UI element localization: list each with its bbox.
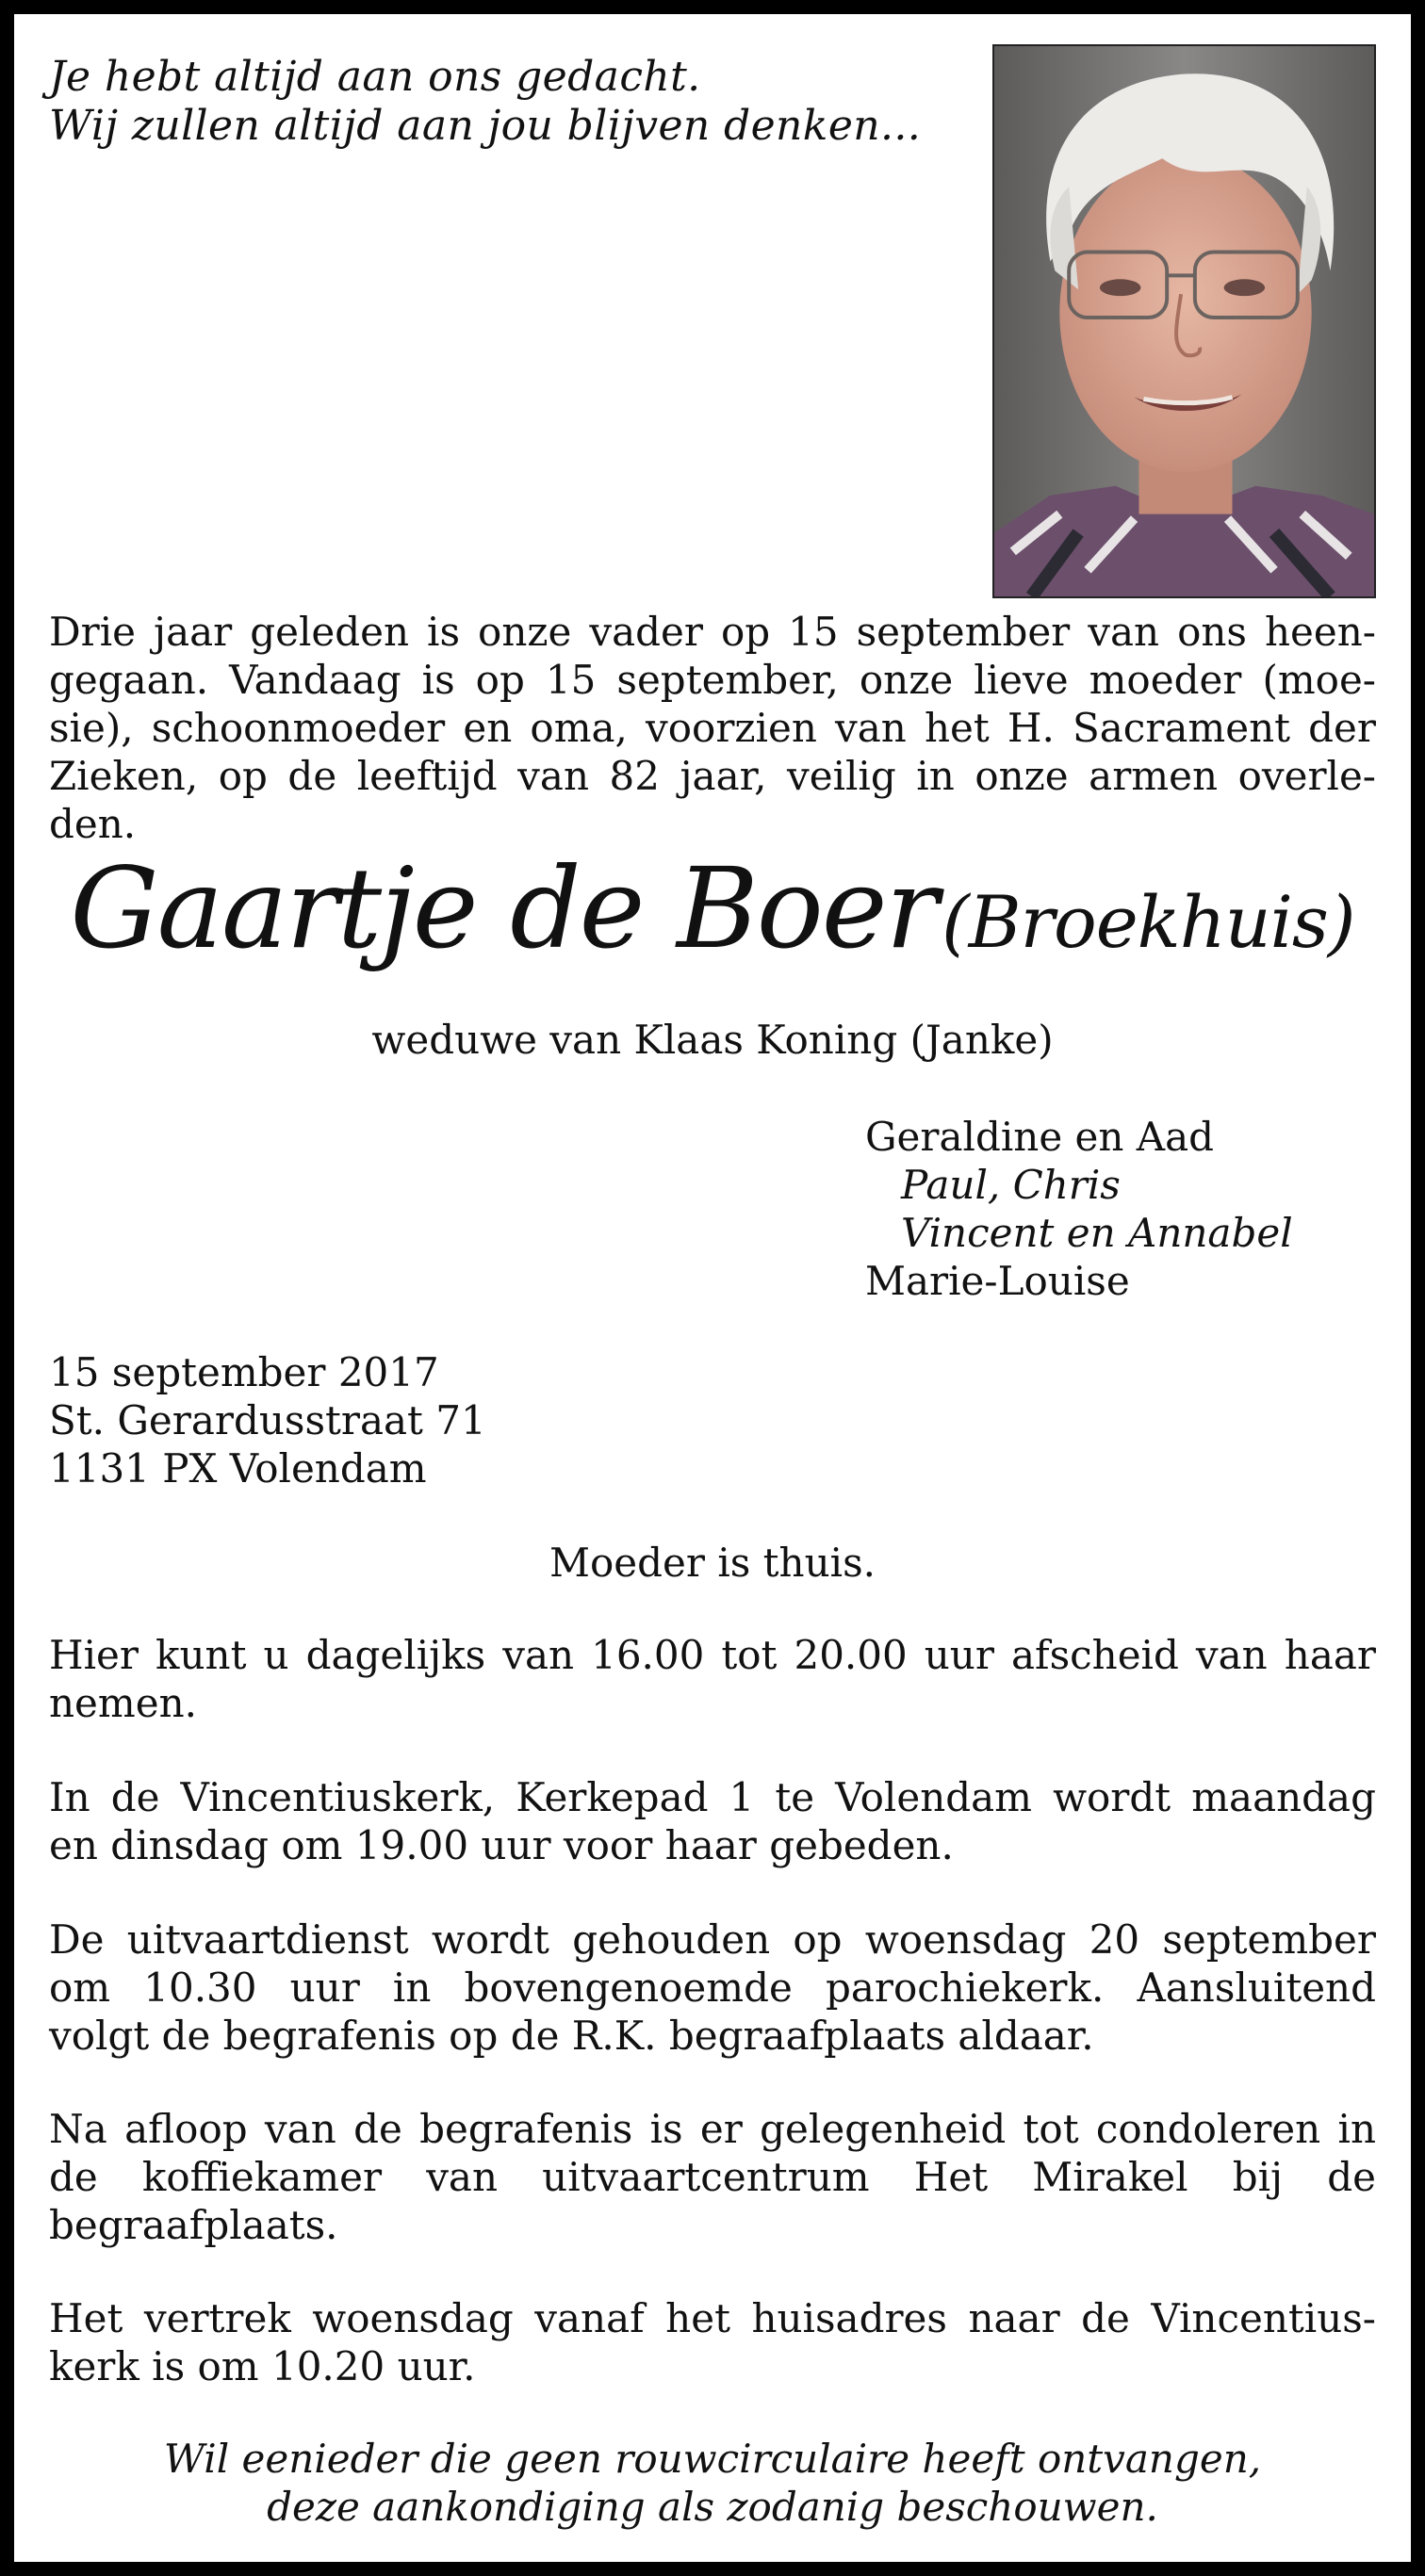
city-line: 1131 PX Volendam: [49, 1445, 427, 1492]
intro-line: Drie jaar geleden is onze vader op 15 september van ons heen-: [49, 609, 1376, 655]
family-list: [865, 1113, 1293, 1305]
paragraph-line: nemen.: [49, 1680, 197, 1726]
condolence-paragraph: [49, 2105, 1376, 2249]
paragraph-line: de koffiekamer van uitvaartcentrum Het Mirakel bij de: [49, 2154, 1376, 2200]
paragraph-line: volgt de begrafenis op de R.K. begraafplaats aldaar.: [49, 2013, 1094, 2059]
motto-line-2: Wij zullen altijd aan jou blijven denken...: [49, 102, 922, 150]
paragraph-line: begraafplaats.: [49, 2202, 338, 2248]
address-block: [49, 1348, 486, 1492]
closing-note: [0, 2435, 1425, 2531]
service-paragraph: [49, 1916, 1376, 2060]
deceased-name: [0, 843, 1425, 973]
deceased-full-name: Gaartje de Boer: [70, 843, 938, 973]
intro-line: gegaan. Vandaag is op 15 september, onze lieve moeder (moe-: [49, 657, 1376, 703]
visiting-paragraph: [49, 1631, 1376, 1727]
paragraph-line: Na afloop van de begrafenis is er gelegenheid tot condoleren in: [49, 2106, 1376, 2152]
paragraph-line: Hier kunt u dagelijks van 16.00 tot 20.00 uur afscheid van haar: [49, 1632, 1376, 1678]
intro-line: Zieken, op de leeftijd van 82 jaar, veilig in onze armen overle-: [49, 753, 1376, 799]
intro-paragraph: [49, 608, 1376, 848]
family-line: Marie-Louise: [865, 1258, 1130, 1304]
paragraph-line: Het vertrek woensdag vanaf het huisadres naar de Vincentius-: [49, 2295, 1376, 2341]
home-note: Moeder is thuis.: [549, 1540, 876, 1586]
widow-line: weduwe van Klaas Koning (Janke): [371, 1017, 1054, 1063]
portrait-photo: [992, 44, 1376, 598]
motto-line-1: Je hebt altijd aan ons gedacht.: [49, 53, 701, 101]
intro-line: sie), schoonmoeder en oma, voorzien van het H. Sacrament der: [49, 705, 1376, 751]
motto: [49, 53, 982, 151]
prayer-paragraph: [49, 1773, 1376, 1869]
date-line: 15 september 2017: [49, 1349, 439, 1395]
deceased-maiden-name: (Broekhuis): [942, 880, 1355, 964]
paragraph-line: om 10.30 uur in bovengenoemde parochiekerk. Aansluitend: [49, 1965, 1376, 2011]
paragraph-line: kerk is om 10.20 uur.: [49, 2343, 476, 2389]
paragraph-line: De uitvaartdienst wordt gehouden op woensdag 20 september: [49, 1916, 1376, 1963]
closing-line-1: Wil eenieder die geen rouwcirculaire heeft ontvangen,: [163, 2436, 1262, 2482]
portrait-illustration: [994, 46, 1374, 596]
family-line: Geraldine en Aad: [865, 1114, 1215, 1160]
intro-line: den.: [49, 801, 137, 847]
family-grandchildren: Vincent en Annabel: [901, 1210, 1293, 1256]
closing-line-2: deze aankondiging als zodanig beschouwen.: [267, 2484, 1158, 2530]
paragraph-line: In de Vincentiuskerk, Kerkepad 1 te Volendam wordt maandag: [49, 1774, 1376, 1820]
paragraph-line: en dinsdag om 19.00 uur voor haar gebeden.: [49, 1822, 954, 1868]
departure-paragraph: [49, 2294, 1376, 2390]
street-line: St. Gerardusstraat 71: [49, 1397, 486, 1443]
family-grandchildren: Paul, Chris: [901, 1162, 1121, 1208]
